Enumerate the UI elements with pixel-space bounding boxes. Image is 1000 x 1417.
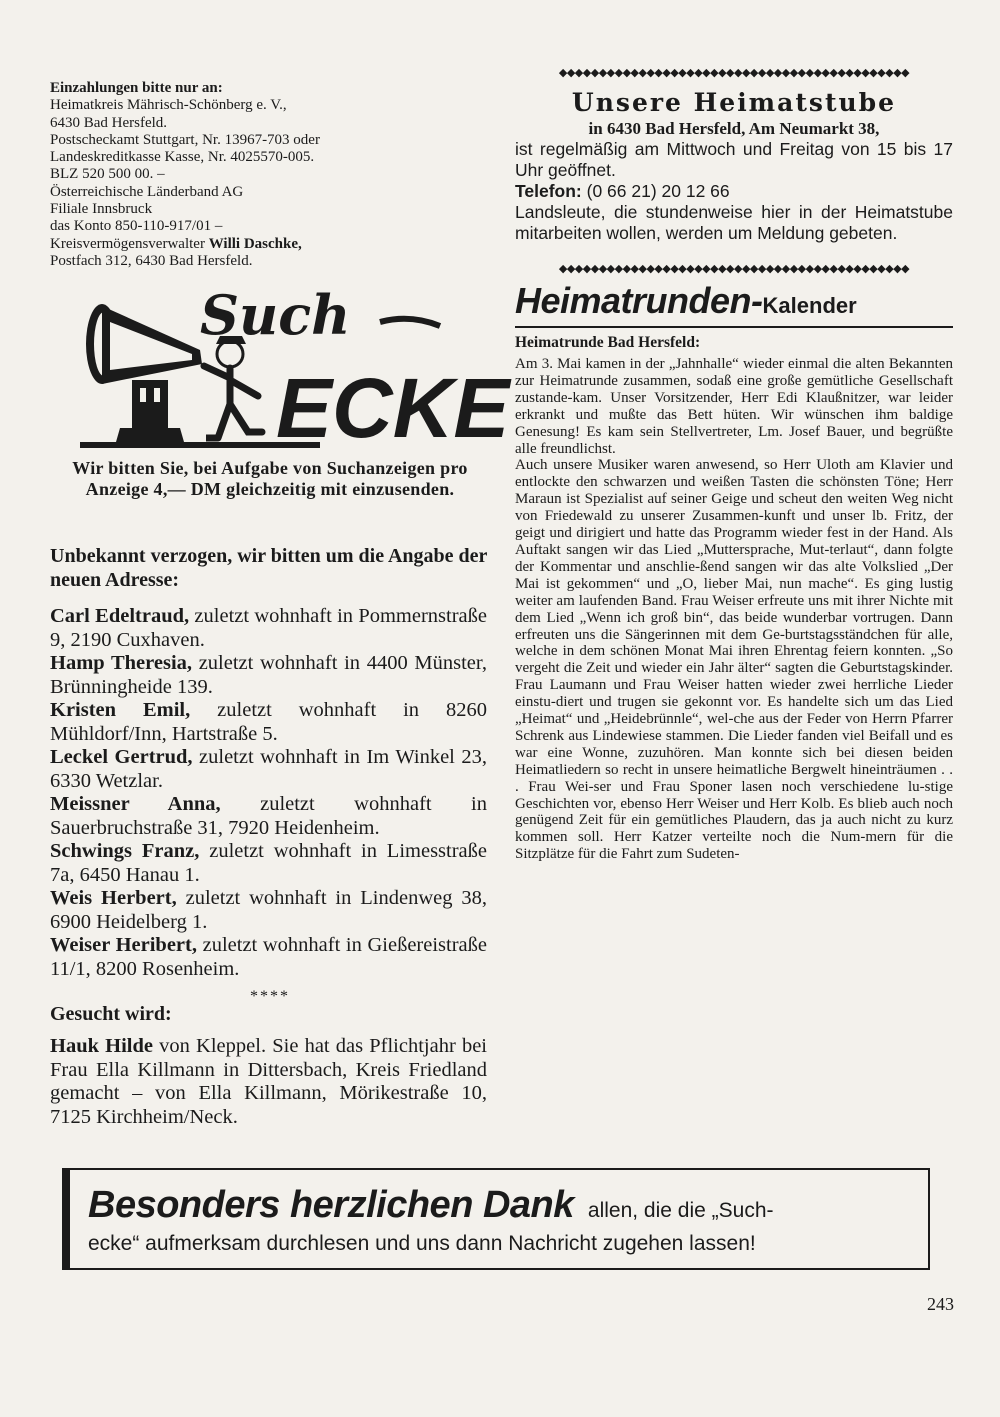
- stube-call: Landsleute, die stundenweise hier in der Heimatstube mitarbeiten wollen, werden um Meldung gebeten.: [515, 202, 953, 243]
- admin-prefix: Kreisvermögensverwalter: [50, 235, 209, 252]
- kalender-title-small: Kalender: [762, 293, 857, 318]
- list-item: [50, 652, 487, 699]
- payment-line: Postscheckamt Stuttgart, Nr. 13967-703 oder: [50, 131, 320, 148]
- sought-heading: Gesucht wird:: [50, 1003, 172, 1025]
- address-list: [50, 605, 487, 981]
- sought-name: Hauk Hilde: [50, 1035, 153, 1057]
- such-ecke-logo: [80, 283, 510, 455]
- payment-line: 6430 Bad Hersfeld.: [50, 114, 168, 131]
- diamond-rule: ◆◆◆◆◆◆◆◆◆◆◆◆◆◆◆◆◆◆◆◆◆◆◆◆◆◆◆◆◆◆◆◆◆◆◆◆◆◆◆◆◆◆◆◆: [558, 263, 910, 275]
- entry-name: Carl Edeltraud,: [50, 605, 190, 627]
- entry-name: Leckel Gertrud,: [50, 746, 193, 768]
- list-item: [50, 746, 487, 793]
- list-item: [50, 840, 487, 887]
- thanks-text-1: allen, die die „Such-: [587, 1199, 774, 1222]
- payment-info: [50, 80, 490, 270]
- entry-text: zuletzt wohnhaft in 4400 Münster, Brünningheide 139.: [50, 652, 487, 698]
- payment-line: Österreichische Länderband AG: [50, 183, 244, 200]
- fee-notice: Wir bitten Sie, bei Aufgabe von Suchanzeigen pro Anzeige 4,— DM gleichzeitig mit einzusenden.: [72, 458, 468, 499]
- logo-script-text: Such: [200, 283, 351, 347]
- stube-phone-line: [515, 181, 953, 202]
- entry-text: zuletzt wohnhaft in Limesstraße 7a, 6450 Hanau 1.: [50, 840, 487, 886]
- entry-name: Hamp Theresia,: [50, 652, 193, 674]
- sought-entry: [50, 1035, 487, 1129]
- payment-line: Filiale Innsbruck: [50, 201, 153, 218]
- payment-line: das Konto 850-110-917/01 –: [50, 218, 223, 235]
- payment-address: Postfach 312, 6430 Bad Hersfeld.: [50, 252, 253, 269]
- stube-address: in 6430 Bad Hersfeld, Am Neumarkt 38,: [588, 119, 880, 138]
- left-column: [50, 80, 490, 270]
- diamond-rule: ◆◆◆◆◆◆◆◆◆◆◆◆◆◆◆◆◆◆◆◆◆◆◆◆◆◆◆◆◆◆◆◆◆◆◆◆◆◆◆◆◆◆◆◆: [558, 67, 910, 79]
- payment-heading: Einzahlungen bitte nur an:: [50, 80, 223, 96]
- entry-text: zuletzt wohnhaft in Lindenweg 38, 6900 Heidelberg 1.: [50, 887, 487, 933]
- stube-title: Unsere Heimatstube: [571, 88, 897, 117]
- entry-text: zuletzt wohnhaft in Sauerbruchstraße 31, 7920 Heidenheim.: [50, 793, 487, 839]
- divider: [515, 326, 953, 328]
- megaphone-man-icon: [80, 283, 510, 455]
- stube-hours: ist regelmäßig am Mittwoch und Freitag von 15 bis 17 Uhr geöffnet.: [515, 139, 953, 180]
- list-item: [50, 699, 487, 746]
- entry-text: zuletzt wohnhaft in Im Winkel 23, 6330 Wetzlar.: [50, 746, 487, 792]
- entry-text: zuletzt wohnhaft in Pommernstraße 9, 2190 Cuxhaven.: [50, 605, 487, 651]
- unknown-address-heading: Unbekannt verzogen, wir bitten um die Angabe der neuen Adresse:: [50, 545, 488, 591]
- kalender-title-main: Heimatrunden-: [515, 280, 763, 321]
- sought-text: von Kleppel. Sie hat das Pflichtjahr bei Frau Ella Killmann in Dittersbach, Kreis Friedland gemacht – von Ella Killmann, Mörikestraße 10, 7125 Kirchheim/Neck.: [50, 1035, 487, 1128]
- payment-line: Heimatkreis Mährisch-Schönberg e. V.,: [50, 97, 287, 114]
- heimatrunde-subheading: Heimatrunde Bad Hersfeld:: [515, 334, 701, 351]
- page-number: 243: [927, 1294, 954, 1314]
- payment-line: Landeskreditkasse Kasse, Nr. 4025570-005.: [50, 149, 315, 166]
- list-item: [50, 605, 487, 652]
- right-column: [515, 66, 953, 863]
- list-item: [50, 793, 487, 840]
- entry-name: Meissner Anna,: [50, 793, 221, 815]
- thanks-box: [62, 1168, 930, 1270]
- phone-number: (0 66 21) 20 12 66: [581, 181, 730, 201]
- entry-name: Weiser Heribert,: [50, 934, 197, 956]
- payment-admin: [50, 236, 490, 253]
- kalender-title: [515, 280, 953, 322]
- list-item: [50, 887, 487, 934]
- phone-label: Telefon:: [515, 181, 582, 201]
- thanks-headline: Besonders herzlichen Dank: [88, 1184, 574, 1226]
- separator-stars: ****: [250, 988, 290, 1005]
- entry-name: Schwings Franz,: [50, 840, 200, 862]
- entry-text: zuletzt wohnhaft in 8260 Mühldorf/Inn, Hartstraße 5.: [50, 699, 487, 745]
- list-item: [50, 934, 487, 981]
- entry-name: Kristen Emil,: [50, 699, 191, 721]
- thanks-text-2: ecke“ aufmerksam durchlesen und uns dann Nachricht zugehen lassen!: [88, 1232, 756, 1255]
- report-paragraph: Am 3. Mai kamen in der „Jahnhalle“ wieder einmal die alten Bekannten zur Heimatrunde zusammen, sodaß eine große gemütliche Gesellschaft zustande-kam. Unser Vorsitzender, Herr Edi Klaußnitzer, war leider erkrankt und mußte das Bett hüten. Wir wünschen ihm baldige Genesung! Es kam sein Stellvertreter, Lm. Josef Bauer, und begrüßte alle freundlichst.: [515, 356, 953, 457]
- report-paragraph: Auch unsere Musiker waren anwesend, so Herr Uloth am Klavier und entlockte den schwarzen und weißen Tasten die schönsten Töne; Herr Maraun ist Spezialist auf seiner Geige und scheut den weiten Weg nicht von Friedewald zu unserer Zusammen-kunft und unser lb. Fritz, der geigt und dirigiert und hatte das Programm wieder fest in der Hand. Als Auftakt sangen wir das Lied „Muttersprache, Mut-terlaut“, dann folgte der Kommentar und anschlie-ßend sangen wir das alte Volkslied „Der Mai ist gekommen“ und „O, lieber Mai, nun mache“. Es ging lustig weiter am laufenden Band. Frau Weiser erfreute uns mit ihrer Nichte mit dem Lied „Wenn ich groß bin“, das beide wunderbar vortrugen. Dann erfreuten uns die Sängerinnen mit dem Ge-burtstagsständchen für alle, welche in dem schönen Monat Mai ihren Ehrentag feiern konnten. „So vergeht die Zeit und wieder ein Jahr älter“ sagten die Geburtstagskinder. Frau Laumann und Frau Weiser hatten wieder zwei herrliche Lieder einstu-diert und trugen sie gekonnt vor. Es handelte sich um das Lied „Heimat“ und „Heidebrünnle“, wel-che aus der Feder von Herrn Pfarrer Schrenk aus Lindewiese stammen. Die Lieder fanden viel Beifall und es war eine Wonne, zuzuhören. Man konnte sich bei diesen beiden Heimatliedern so recht in unsere heimatliche Bergwelt hineinträumen . . . Frau Wei-ser und Frau Sponer lasen noch verschiedene lu-stige Geschichten vor, ebenso Herr Weiser und Herr Kolb. Es blieb auch noch genügend Zeit für ein gemütliches Plaudern, das ja auch nicht zu kurz kommen soll. Herr Katzer verteilte noch die Num-mern für die Sitzplätze für die Fahrt zum Sudeten-: [515, 457, 953, 863]
- entry-name: Weis Herbert,: [50, 887, 177, 909]
- admin-name: Willi Daschke,: [208, 235, 302, 252]
- entry-text: zuletzt wohnhaft in Gießereistraße 11/1, 8200 Rosenheim.: [50, 934, 487, 980]
- payment-line: BLZ 520 500 00. –: [50, 166, 165, 183]
- thanks-line-1: [88, 1184, 774, 1227]
- logo-block-text: ECKE: [276, 361, 510, 455]
